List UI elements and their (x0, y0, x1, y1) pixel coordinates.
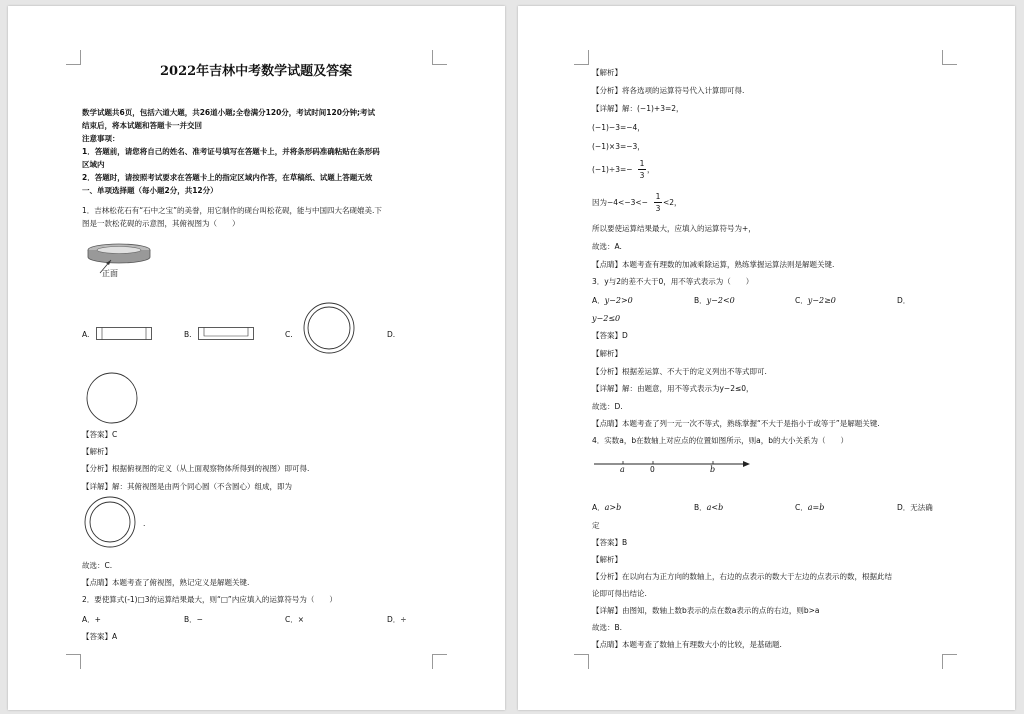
question-text: 2．要使算式(-1)□3的运算结果最大，则“□”内应填入的运算符号为（ ） (82, 595, 337, 604)
answer-text: 【答案】C (82, 430, 118, 439)
comment-text: 【点睛】本题考查了数轴上有理数大小的比较，是基础题. (592, 640, 782, 649)
document-page-2 (518, 6, 1015, 710)
option-math: y−2<0 (706, 296, 735, 305)
calc-line: (−1)×3=−3， (592, 142, 645, 151)
solution-figure (84, 496, 138, 550)
comment-text: 【点睛】本题考查有理数的加减乘除运算，熟练掌握运算法则是解题关键. (592, 260, 835, 269)
solution-text: 【详解】解：(−1)+3=2， (592, 104, 684, 113)
crop-mark (942, 50, 957, 65)
analysis-heading: 【解析】 (82, 447, 112, 456)
option-label-b: B. (184, 330, 192, 339)
notes-heading: 注意事项： (82, 134, 120, 143)
crop-mark (574, 654, 589, 669)
option-d: D．÷ (387, 615, 407, 624)
crop-mark (574, 50, 589, 65)
option-a (592, 296, 633, 306)
note-text: 1．答题前，请您将自己的姓名、准考证号填写在答题卡上，并将条形码准确粘贴在条形码 (82, 147, 380, 156)
option-c (795, 503, 824, 513)
option-label-d: D. (387, 330, 396, 339)
option-a: A．+ (82, 615, 101, 624)
document-page-1 (8, 6, 505, 710)
option-b: B．− (184, 615, 203, 624)
option-c (795, 296, 836, 306)
option-label-c: C. (285, 330, 293, 339)
option-d: D．无法确 (897, 503, 933, 512)
option-label: A． (592, 503, 605, 512)
solution-text: 【详解】解：其俯视图是由两个同心圆（不含圆心）组成，即为 (82, 482, 292, 491)
comment-text: 【点睛】本题考查了列一元一次不等式，熟练掌握“不大于是指小于或等于”是解题关键. (592, 419, 880, 428)
solution-text: 【详解】解：由题意，用不等式表示为y−2≤0， (592, 384, 754, 393)
option-d-math: y−2≤0 (592, 314, 621, 323)
comparison-end: <2， (663, 198, 682, 207)
option-math: a=b (807, 503, 825, 512)
option-label: C． (795, 296, 808, 305)
section-heading: 一、单项选择题（每小题2分，共12分） (82, 186, 218, 195)
option-math: a<b (706, 503, 724, 512)
option-a (592, 503, 621, 513)
option-d-label: D． (897, 296, 911, 305)
conclusion-text: 故选：C. (82, 561, 113, 570)
solution-text: 【详解】由图知，数轴上数b表示的点在数a表示的点的右边，则b>a (592, 606, 820, 615)
analysis-text: 【分析】根据差运算、不大于的定义列出不等式即可. (592, 367, 767, 376)
fraction-numerator: 1 (655, 192, 661, 201)
analysis-text: 【分析】将各选项的运算符号代入计算即可得. (592, 86, 745, 95)
fraction-denominator: 3 (655, 204, 661, 213)
comment-text: 【点睛】本题考查了俯视图，熟记定义是解题关键. (82, 578, 250, 587)
number-line-label-a: a (620, 465, 625, 474)
option-math: y−2≥0 (807, 296, 836, 305)
crop-mark (432, 50, 447, 65)
option-b-figure (198, 327, 256, 341)
fraction-bar (638, 169, 646, 170)
option-b (694, 503, 723, 513)
conclusion-text: 故选：D. (592, 402, 623, 411)
question-text: 3．y与2的差不大于0，用不等式表示为（ ） (592, 277, 754, 286)
conclusion-text: 故选：B. (592, 623, 623, 632)
crop-mark (942, 654, 957, 669)
answer-text: 【答案】A (82, 632, 118, 641)
fraction-bar (654, 202, 662, 203)
note-text: 2．答题时，请按照考试要求在答题卡上的指定区域内作答，在草稿纸、试题上答题无效 (82, 173, 373, 182)
analysis-text: 【分析】在以向右为正方向的数轴上，右边的点表示的数大于左边的点表示的数，根据此结 (592, 572, 892, 581)
note-text: 区域内 (82, 160, 105, 169)
comparison-text: 因为−4<−3<− (592, 198, 648, 207)
number-line-label-b: b (710, 465, 716, 474)
answer-text: 【答案】D (592, 331, 628, 340)
option-label: A． (592, 296, 605, 305)
option-math: a>b (604, 503, 622, 512)
analysis-heading: 【解析】 (592, 68, 622, 77)
document-title: 2022年吉林中考数学试题及答案 (160, 64, 353, 79)
answer-text: 【答案】B (592, 538, 628, 547)
option-label: B． (694, 296, 707, 305)
question-text: 1．吉林松花石有“石中之宝”的美誉，用它制作的砚台叫松花砚，能与中国四大名砚媲美.下 (82, 206, 382, 215)
conclusion-text: 故选：A. (592, 242, 622, 251)
option-c-figure (303, 302, 355, 354)
option-d-figure (86, 372, 138, 424)
option-d-cont: 定 (592, 521, 600, 530)
crop-mark (432, 654, 447, 669)
option-label-a: A. (82, 330, 90, 339)
intro-text: 数学试题共6页，包括六道大题，共26道小题;全卷满分120分，考试时间120分钟;考试 (82, 108, 375, 117)
period: . (143, 519, 146, 528)
inkstone-figure (86, 234, 166, 282)
conclusion-text: 所以要使运算结果最大，应填入的运算符号为+， (592, 224, 756, 233)
intro-text: 结束后，将本试题和答题卡一并交回 (82, 121, 202, 130)
option-label: B． (694, 503, 707, 512)
fraction-numerator: 1 (639, 159, 645, 168)
number-line (594, 452, 754, 480)
analysis-heading: 【解析】 (592, 349, 622, 358)
analysis-heading: 【解析】 (592, 555, 622, 564)
calc-line: (−1)−3=−4， (592, 123, 645, 132)
analysis-text: 【分析】根据俯视图的定义（从上面观察物体所得到的视图）即可得. (82, 464, 310, 473)
option-label: C． (795, 503, 808, 512)
calc-line: (−1)÷3=− (592, 165, 633, 174)
option-math: y−2>0 (604, 296, 633, 305)
analysis-text: 论即可得出结论. (592, 589, 647, 598)
crop-mark (66, 654, 81, 669)
option-c: C．× (285, 615, 305, 624)
option-a-figure (96, 327, 154, 341)
crop-mark (66, 50, 81, 65)
number-line-label-zero: 0 (650, 465, 655, 474)
fraction-denominator: 3 (639, 171, 645, 180)
option-b (694, 296, 735, 306)
question-text: 图是一款松花砚的示意图，其俯视图为（ ） (82, 219, 240, 228)
front-label: 正面 (102, 269, 118, 278)
question-text: 4．实数a，b在数轴上对应点的位置如图所示，则a，b的大小关系为（ ） (592, 436, 848, 445)
calc-line-end: ， (647, 165, 655, 174)
